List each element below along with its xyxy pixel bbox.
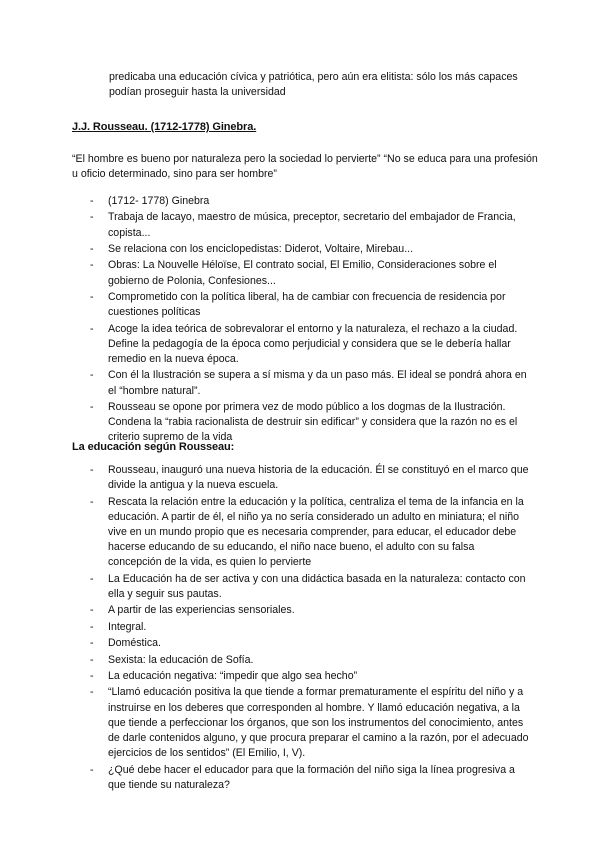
list-item [90, 620, 530, 635]
section-heading-rousseau: J.J. Rousseau. (1712-1778) Ginebra. [72, 121, 257, 133]
list-item [90, 636, 530, 651]
bullet-dash: - [90, 620, 94, 633]
list-item-text: Con él la Ilustración se supera a sí misma y da un paso más. El ideal se pondrá ahora en el “hombre natural”. [108, 369, 527, 397]
list-item [90, 400, 530, 446]
bullet-dash: - [90, 464, 94, 476]
list-item [90, 763, 530, 793]
list-item-text: Acoge la idea teórica de sobrevalorar el entorno y la naturaleza, el rechazo a la ciudad. Define la pedagogía de la época como perjudicial y considera que se le debería hallar remedio en la nueva época. [108, 322, 518, 365]
list-item [90, 603, 530, 618]
bullet-dash: - [90, 259, 94, 272]
education-bullet-list [90, 463, 530, 794]
list-item-text: Trabaja de lacayo, maestro de música, preceptor, secretario del embajador de Francia, copista... [108, 211, 516, 239]
list-item-text: “Llamó educación positiva la que tiende a formar prematuramente el espíritu del niño y a instruirse en los deberes que corresponden al hombre. Y llamó educación negativa, a la que tiende a perfeccionar los órganos, que son los instrumentos del conocimiento, antes de darle contenidos alguno, y que procura preparar el camino a la razón, por el adecuado ejercicios de los sentidos” (El Emilio, I, V). [108, 686, 529, 760]
list-item [90, 194, 530, 209]
list-item [90, 210, 530, 240]
list-item-text: Rousseau se opone por primera vez de modo público a los dogmas de la Ilustración. Condena la “rabia racionalista de destruir sin edificar” y considera que la razón no es el criterio supremo de la vida [108, 400, 518, 444]
rousseau-bullet-list [90, 194, 530, 447]
bullet-dash: - [90, 653, 94, 666]
bullet-dash: - [90, 604, 94, 617]
list-item-text: La educación negativa: “impedir que algo sea hecho” [108, 669, 358, 682]
bullet-dash: - [90, 495, 94, 508]
bullet-dash: - [90, 686, 94, 699]
bullet-dash: - [90, 669, 94, 682]
intro-paragraph: predicaba una educación cívica y patriótica, pero aún era elitista: sólo los más capaces podían proseguir hasta la universidad [109, 71, 518, 99]
list-item [90, 290, 530, 320]
list-item [90, 653, 530, 668]
list-item [90, 463, 530, 493]
list-item-text: Doméstica. [108, 637, 161, 650]
list-item-text: Rescata la relación entre la educación y la política, centraliza el tema de la infancia en la educación. A partir de él, el niño ya no sería considerado un adulto en miniatura; el niño vive en un mundo propio que es necesaria comprender, para educar, el educador debe hacerse educando de su educando, el niño nace bueno, el adulto con su falsa concepción de la vida, es quien lo pervierte [108, 495, 524, 569]
list-item [90, 685, 530, 761]
list-item-text: (1712- 1778) Ginebra [108, 195, 210, 207]
bullet-dash: - [90, 637, 94, 650]
list-item [90, 322, 530, 368]
list-item-text: Integral. [108, 620, 147, 633]
bullet-dash: - [90, 572, 94, 585]
bullet-dash: - [90, 211, 94, 224]
list-item [90, 242, 530, 257]
list-item [90, 368, 530, 398]
bullet-dash: - [90, 195, 94, 207]
list-item [90, 258, 530, 288]
section-heading-education: La educación según Rousseau: [72, 441, 235, 453]
bullet-dash: - [90, 242, 94, 255]
list-item-text: Se relaciona con los enciclopedistas: Diderot, Voltaire, Mirebau... [108, 242, 414, 255]
bullet-dash: - [90, 369, 94, 382]
list-item [90, 572, 530, 602]
list-item-text: Sexista: la educación de Sofía. [108, 653, 254, 666]
bullet-dash: - [90, 290, 94, 303]
list-item [90, 495, 530, 571]
list-item-text: Comprometido con la política liberal, ha de cambiar con frecuencia de residencia por cuestiones políticas [108, 290, 506, 319]
list-item [90, 669, 530, 684]
list-item-text: Rousseau, inauguró una nueva historia de la educación. Él se constituyó en el marco que divide la antigua y la nueva escuela. [108, 464, 529, 492]
bullet-dash: - [90, 322, 94, 335]
list-item-text: ¿Qué debe hacer el educador para que la formación del niño siga la línea progresiva a que tiende su naturaleza? [108, 763, 515, 791]
list-item-text: A partir de las experiencias sensoriales. [108, 604, 295, 617]
list-item-text: Obras: La Nouvelle Héloïse, El contrato social, El Emilio, Consideraciones sobre el gobierno de Polonia, Confesiones... [108, 259, 497, 287]
list-item-text: La Educación ha de ser activa y con una didáctica basada en la naturaleza: contacto con ella y seguir sus pautas. [108, 572, 526, 600]
rousseau-quote: “El hombre es bueno por naturaleza pero la sociedad lo pervierte” “No se educa para una profesión u oficio determinado, sino para ser hombre” [72, 153, 538, 181]
bullet-dash: - [90, 400, 94, 413]
bullet-dash: - [90, 763, 94, 776]
